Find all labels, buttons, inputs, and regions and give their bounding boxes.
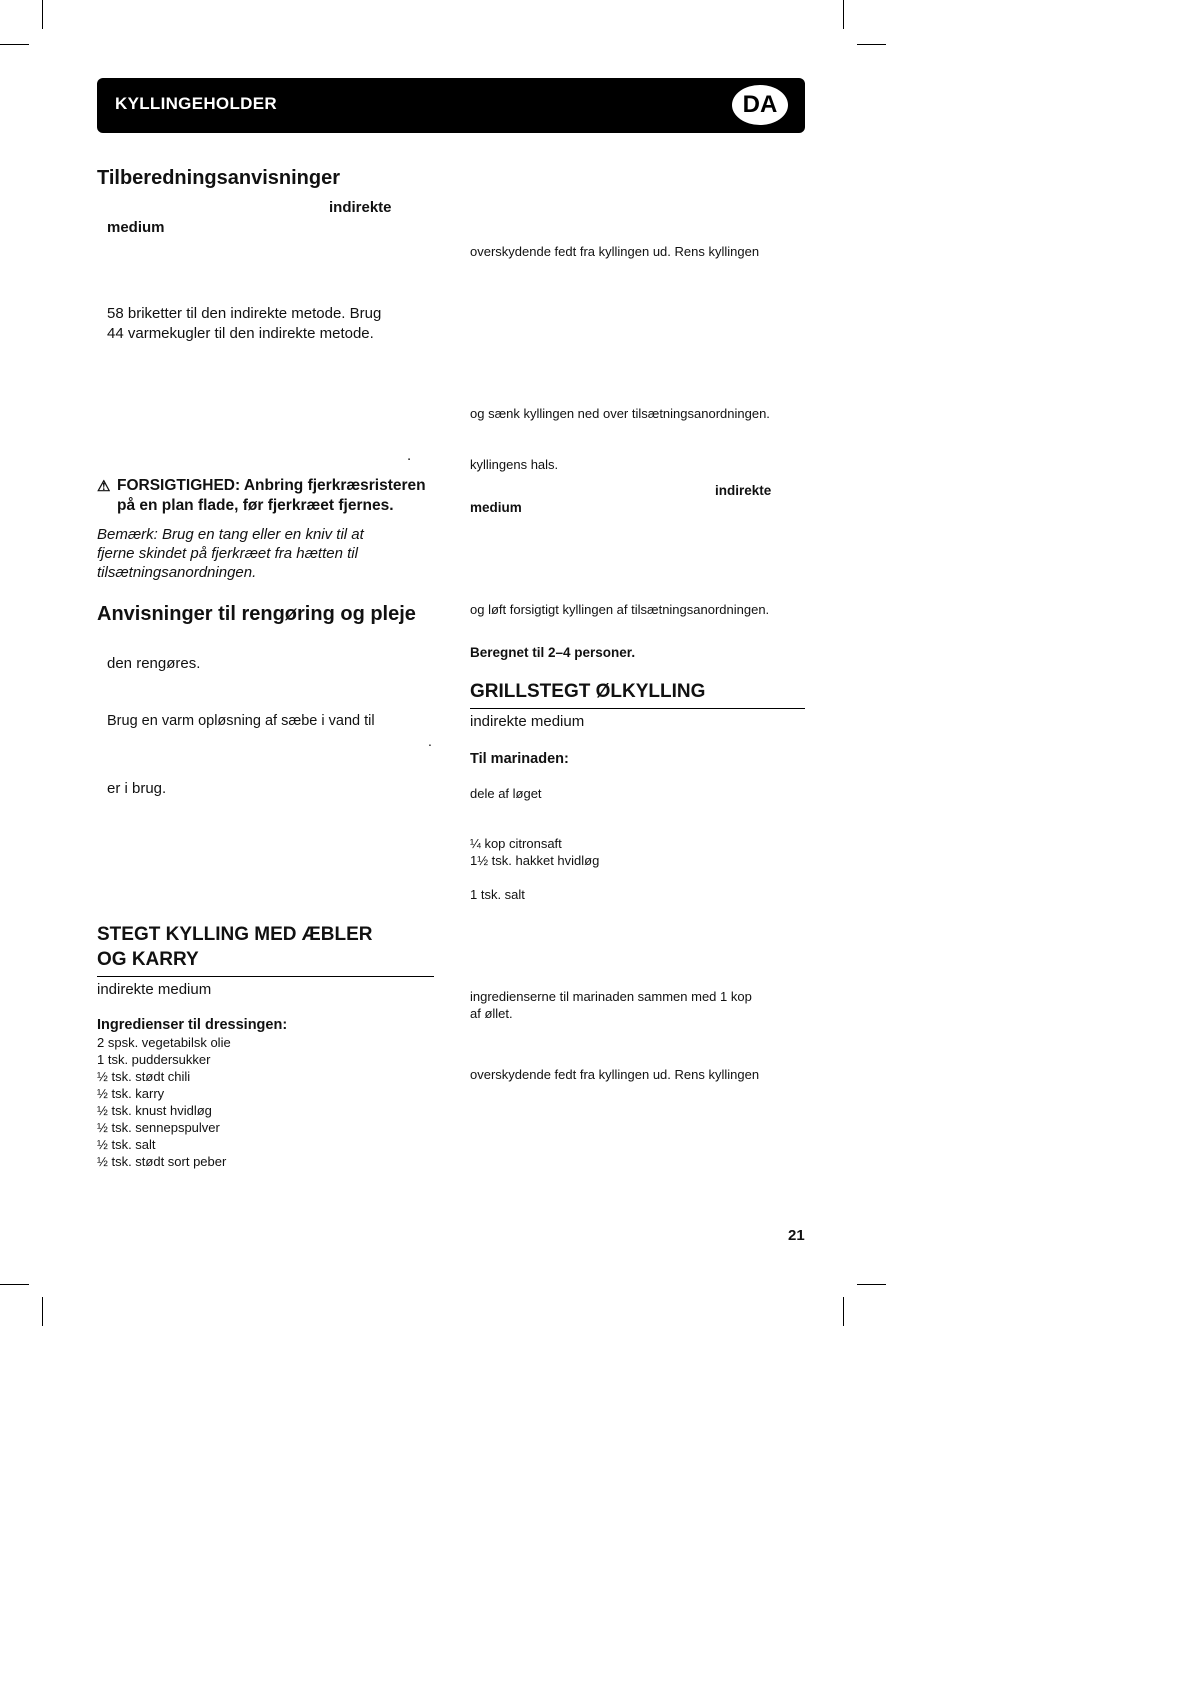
note-text: Bemærk: Brug en tang eller en kniv til at bbox=[97, 526, 364, 543]
caution-text: FORSIGTIGHED: Anbring fjerkræsristeren bbox=[117, 477, 426, 494]
marinade-mix-text: af øllet. bbox=[470, 1006, 513, 1021]
care-text: den rengøres. bbox=[107, 655, 201, 672]
serves-text: Beregnet til 2–4 personer. bbox=[470, 645, 636, 660]
language-badge: DA bbox=[732, 85, 788, 125]
marinade-ingredient: ¼ kop citronsaft bbox=[470, 836, 562, 851]
recipe-title: OG KARRY bbox=[97, 949, 199, 970]
crop-mark bbox=[42, 1297, 43, 1326]
prep-briquettes-line: 58 briketter til den indirekte metode. Brug bbox=[107, 305, 382, 322]
word-indirekte: indirekte bbox=[715, 483, 772, 498]
prep-word-medium: medium bbox=[107, 219, 165, 236]
prep-dot: . bbox=[407, 447, 412, 464]
dressing-heading: Ingredienser til dressingen: bbox=[97, 1017, 288, 1033]
dressing-ingredient-list bbox=[97, 1034, 231, 1170]
list-item: ½ tsk. karry bbox=[97, 1086, 165, 1101]
care-text: Brug en varm opløsning af sæbe i vand til bbox=[107, 713, 375, 729]
marinade-ingredient: 1 tsk. salt bbox=[470, 887, 525, 902]
section-title: KYLLINGEHOLDER bbox=[115, 94, 277, 113]
word-medium: medium bbox=[470, 500, 522, 515]
neck-text: kyllingens hals. bbox=[470, 457, 559, 472]
list-item: ½ tsk. sennepspulver bbox=[97, 1120, 220, 1135]
note-text: fjerne skindet på fjerkræet fra hætten til bbox=[97, 545, 358, 562]
crop-mark bbox=[0, 44, 29, 45]
crop-mark bbox=[42, 0, 43, 29]
lower-chicken-text: og sænk kyllingen ned over tilsætningsanordningen. bbox=[470, 406, 770, 421]
crop-mark bbox=[0, 1284, 29, 1285]
marinade-ingredient: 1½ tsk. hakket hvidløg bbox=[470, 853, 600, 868]
list-item: ½ tsk. knust hvidløg bbox=[97, 1103, 212, 1118]
heading-care: Anvisninger til rengøring og pleje bbox=[97, 603, 416, 625]
recipe-title-rule bbox=[97, 976, 434, 977]
prep-briquettes-line: 44 varmekugler til den indirekte metode. bbox=[107, 325, 374, 342]
recipe-title-rule bbox=[470, 708, 805, 709]
marinade-text: dele af løget bbox=[470, 786, 542, 801]
prep-fat-text: overskydende fedt fra kyllingen ud. Rens kyllingen bbox=[470, 244, 760, 259]
crop-mark bbox=[857, 44, 886, 45]
crop-mark bbox=[843, 0, 844, 29]
marinade-heading: Til marinaden: bbox=[470, 751, 569, 767]
list-item: ½ tsk. salt bbox=[97, 1137, 156, 1152]
recipe-title: STEGT KYLLING MED ÆBLER bbox=[97, 924, 373, 945]
list-item: ½ tsk. stødt chili bbox=[97, 1069, 191, 1084]
crop-mark bbox=[857, 1284, 886, 1285]
list-item: 2 spsk. vegetabilsk olie bbox=[97, 1035, 231, 1050]
caution-text: på en plan flade, før fjerkræet fjernes. bbox=[117, 497, 394, 514]
crop-mark bbox=[843, 1297, 844, 1326]
care-text: er i brug. bbox=[107, 780, 167, 797]
list-item: ½ tsk. stødt sort peber bbox=[97, 1154, 227, 1169]
prep-word-indirekte: indirekte bbox=[329, 199, 392, 216]
heading-preparation: Tilberedningsanvisninger bbox=[97, 167, 341, 189]
caution-icon: ⚠ bbox=[97, 478, 111, 495]
list-item: 1 tsk. puddersukker bbox=[97, 1052, 211, 1067]
recipe-method: indirekte medium bbox=[97, 981, 212, 998]
marinade-mix-text: ingredienserne til marinaden sammen med 1 kop bbox=[470, 989, 752, 1004]
lift-chicken-text: og løft forsigtigt kyllingen af tilsætningsanordningen. bbox=[470, 602, 770, 617]
page-number: 21 bbox=[788, 1227, 805, 1244]
recipe-method: indirekte medium bbox=[470, 713, 585, 730]
care-dot: . bbox=[428, 733, 432, 749]
section-header-bar bbox=[97, 78, 805, 133]
note-text: tilsætningsanordningen. bbox=[97, 564, 257, 581]
recipe2-fat-text: overskydende fedt fra kyllingen ud. Rens kyllingen bbox=[470, 1067, 760, 1082]
recipe-title: GRILLSTEGT ØLKYLLING bbox=[470, 681, 706, 702]
